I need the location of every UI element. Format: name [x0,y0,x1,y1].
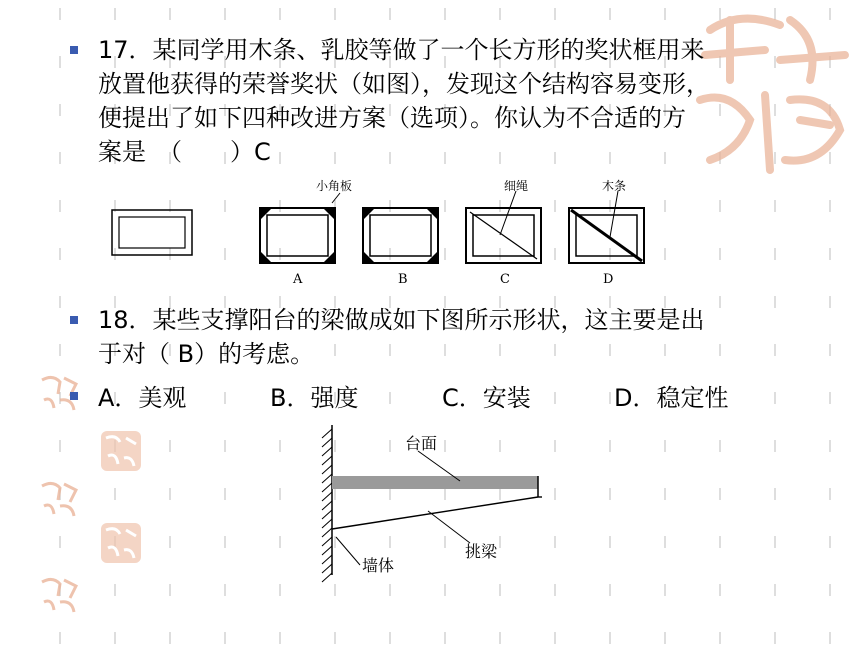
q17-line-1: 17．某同学用木条、乳胶等做了一个长方形的奖状框用来 [98,36,705,64]
frame-options-figure [100,175,660,287]
q17-line-4: 案是 （ ）C [98,138,271,166]
option-label-b: B [398,272,408,287]
seal-stamp-icon [100,522,142,564]
seal-stamp-icon [38,478,80,520]
label-deck: 台面 [405,434,438,453]
q17-line-2: 放置他获得的荣誉奖状（如图），发现这个结构容易变形， [98,70,710,98]
original-frame [112,210,192,255]
cantilever-beam [332,497,538,529]
q18-option-c: C．安装 [442,384,531,412]
q18-line-1: 18．某些支撑阳台的梁做成如下图所示形状，这主要是出 [98,306,705,334]
bullet-icon [70,46,78,54]
option-label-c: C [500,272,510,287]
deck-slab [332,476,538,489]
q18-option-a: A．美观 [98,384,187,412]
frame-option-a [260,208,335,263]
seal-stamp-icon [38,574,80,616]
bullet-icon [70,392,78,400]
q18-option-b: B．强度 [270,384,359,412]
q17-line-3: 便提出了如下四种改进方案（选项）。你认为不合适的方 [98,104,686,132]
label-beam: 挑梁 [465,542,498,561]
label-wall: 墙体 [362,556,395,575]
callout-corner-plate: 小角板 [316,179,353,193]
frame-option-b [363,208,438,263]
option-label-a: A [293,272,303,287]
callout-string: 细绳 [504,179,529,193]
frame-option-c [466,191,541,263]
q18-line-2: 于对（ B）的考虑。 [98,340,315,368]
frame-option-d [569,191,644,263]
option-label-d: D [603,272,614,287]
q18-option-d: D．稳定性 [614,384,729,412]
callout-wood-strip: 木条 [602,179,627,193]
seal-stamp-icon [100,430,142,472]
cantilever-figure [310,425,560,585]
bullet-icon [70,316,78,324]
